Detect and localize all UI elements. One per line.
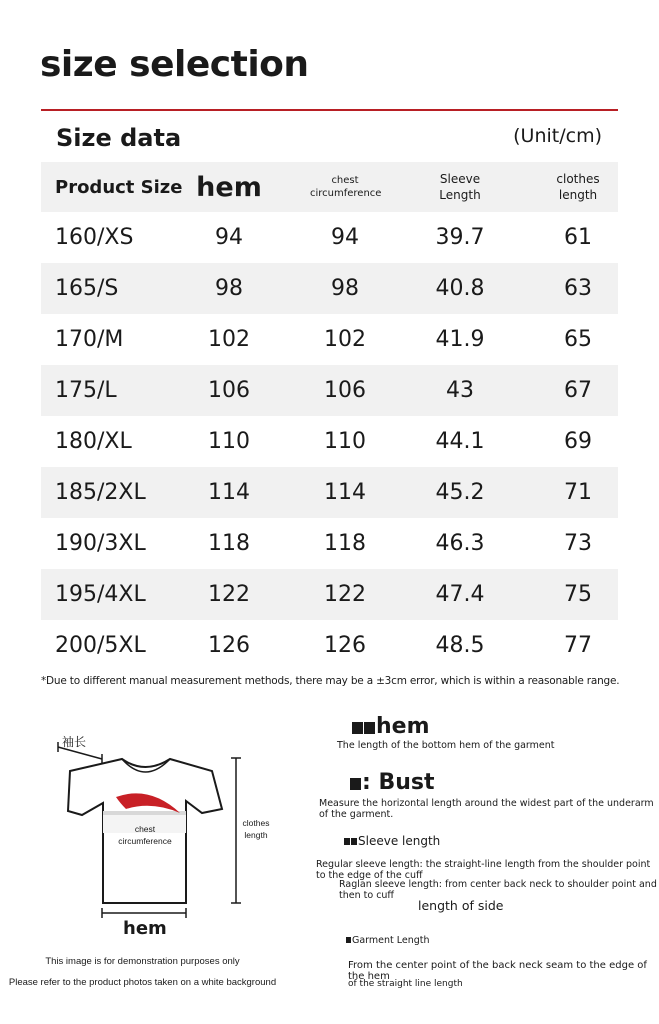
table-row [41,467,618,518]
table-cell: 41.9 [435,327,485,352]
header-sleeve: Sleeve Length [439,172,481,202]
table-cell: 106 [208,378,250,403]
table-cell: 118 [208,531,250,556]
sleeve-definition-regular: Regular sleeve length: the straight-line length from the shoulder point to the edge of the cuff [316,859,651,881]
title-divider [41,109,618,111]
table-cell: 110 [208,429,250,454]
measurement-note: *Due to different manual measurement methods, there may be a ±3cm error, which is within a reasonable range. [41,675,620,687]
page-title: size selection [40,44,309,85]
chest-label: chest circumference [118,824,172,846]
table-cell: 175/L [55,378,117,403]
sleeve-label: 袖长 [62,735,87,749]
table-cell: 122 [324,582,366,607]
hem-definition-title: hem [352,714,430,739]
header-product-size: Product Size [55,176,183,198]
tshirt-diagram [40,725,280,945]
table-cell: 195/4XL [55,582,146,607]
table-cell: 45.2 [435,480,485,505]
hem-label: hem [123,918,167,939]
table-cell: 170/M [55,327,124,352]
bust-definition: Measure the horizontal length around the widest part of the underarm of the garment. [319,798,654,820]
table-cell: 185/2XL [55,480,146,505]
table-row [41,416,618,467]
table-cell: 106 [324,378,366,403]
sleeve-definition-title: Sleeve length [344,834,440,848]
table-cell: 48.5 [435,633,485,658]
table-row [41,620,618,671]
table-row [41,212,618,263]
header-length: clothes length [556,172,600,202]
table-cell: 77 [564,633,592,658]
placeholder-glyph-icon [344,838,350,845]
placeholder-glyph-icon [346,937,351,943]
table-cell: 75 [564,582,592,607]
table-cell: 39.7 [435,225,485,250]
table-cell: 126 [208,633,250,658]
garment-length-title: Garment Length [346,935,430,946]
table-cell: 44.1 [435,429,485,454]
table-cell: 126 [324,633,366,658]
chest-band [103,811,186,815]
placeholder-glyph-icon [351,838,357,845]
table-cell: 40.8 [435,276,485,301]
table-cell: 122 [208,582,250,607]
bust-definition-title: : Bust [350,770,435,795]
table-row [41,263,618,314]
garment-length-definition: From the center point of the back neck seam to the edge of the hem [348,960,647,982]
table-row [41,314,618,365]
placeholder-glyph-icon [352,722,363,734]
table-cell: 200/5XL [55,633,146,658]
table-cell: 47.4 [435,582,485,607]
table-cell: 69 [564,429,592,454]
table-cell: 65 [564,327,592,352]
table-cell: 71 [564,480,592,505]
table-cell: 94 [331,225,359,250]
table-cell: 46.3 [435,531,485,556]
table-row [41,569,618,620]
garment-length-definition-cont: of the straight line length [348,979,463,989]
table-cell: 67 [564,378,592,403]
size-table [41,162,618,671]
table-cell: 165/S [55,276,119,301]
table-row [41,365,618,416]
table-cell: 114 [208,480,250,505]
table-header-row [41,162,618,212]
table-cell: 102 [208,327,250,352]
table-cell: 73 [564,531,592,556]
table-cell: 190/3XL [55,531,146,556]
diagram-caption-1: This image is for demonstration purposes only [45,956,240,967]
side-length-title: length of side [418,898,504,913]
size-data-label: Size data [56,124,182,152]
table-cell: 63 [564,276,592,301]
hem-definition: The length of the bottom hem of the garment [337,740,555,751]
table-cell: 98 [331,276,359,301]
table-cell: 118 [324,531,366,556]
table-cell: 102 [324,327,366,352]
table-cell: 98 [215,276,243,301]
placeholder-glyph-icon [364,722,375,734]
table-cell: 180/XL [55,429,132,454]
placeholder-glyph-icon [350,778,361,790]
header-hem: hem [196,171,262,203]
table-row [41,518,618,569]
table-cell: 94 [215,225,243,250]
header-chest: chest circumference [310,175,382,199]
table-cell: 61 [564,225,592,250]
table-cell: 43 [446,378,474,403]
table-cell: 160/XS [55,225,134,250]
table-cell: 114 [324,480,366,505]
sleeve-definition-raglan: Raglan sleeve length: from center back neck to shoulder point and then to cuff [339,879,657,901]
unit-label: (Unit/cm) [513,125,602,147]
length-label: clothes length [242,818,270,840]
table-cell: 110 [324,429,366,454]
diagram-caption-2: Please refer to the product photos taken on a white background [8,977,277,988]
